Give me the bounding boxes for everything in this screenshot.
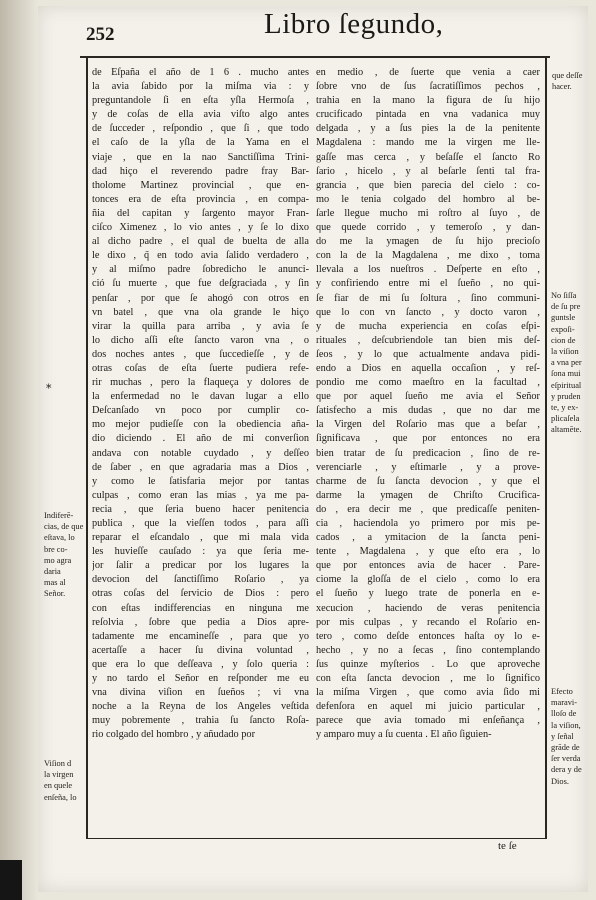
text-line: de ſucceder , reſpondio , que ſi , que todo bbox=[92, 123, 309, 135]
text-line: mo mejor pudieſſe con la obediencia aña- bbox=[92, 419, 309, 431]
text-line: muy pobremente , trahia ſu ſancto Roſa- bbox=[92, 715, 309, 727]
text-line: reparar el eſcandalo , que mi mala vida bbox=[92, 532, 309, 544]
text-line: grancia , que bien parecia del cielo : co- bbox=[316, 179, 540, 191]
text-line: ſarle llegue mucho mi roſtro al ſuyo , de bbox=[316, 207, 540, 219]
text-line: xecucion , haciendo de veras penitencia bbox=[316, 602, 540, 614]
text-line: Magdalena : mando me la virgen me lle- bbox=[316, 137, 540, 149]
text-line: otras coſas del ſervicio de Dios : pero bbox=[92, 588, 309, 600]
right-margin-rule bbox=[545, 57, 547, 839]
text-line: parece que avia tomado mi enſeñança , bbox=[316, 715, 540, 727]
text-line: devocion del ſanctiſſimo Roſario , ya bbox=[92, 574, 309, 586]
text-line: y confiriendo entre mi el ſueño , no qui- bbox=[316, 278, 540, 290]
text-line: otras coſas de eſta ſuerte pudiera refe- bbox=[92, 362, 309, 374]
text-line: ñia del capitan y ſargento mayor Fran- bbox=[92, 207, 309, 219]
text-line: defenſora en aquel mi juicio particular , bbox=[316, 701, 540, 713]
text-line: darme la ymagen de Chriſto Crucifica- bbox=[316, 489, 540, 501]
text-line: les huvieſſe cauſado : ya que ſeria me- bbox=[92, 546, 309, 558]
text-line: la avia ſabido por la miſma via : y bbox=[92, 81, 309, 93]
text-line: ſario , hicelo , y al beſarle ſenti tal fra- bbox=[316, 165, 540, 177]
text-line: endo a Dios en aquella occaſion , y reſ- bbox=[316, 362, 540, 374]
text-line: cados , a ymitacion de la ſancta peni- bbox=[316, 532, 540, 544]
text-line: el ſueño y luego trate de ponerla en e- bbox=[316, 588, 540, 600]
text-line: llevala a los nueſtros . Deſperte en eſto , bbox=[316, 264, 540, 276]
text-line: ſatisfecho a mis dudas , que no dar me bbox=[316, 405, 540, 417]
text-line: dio diciendo . El año de mi converſion bbox=[92, 433, 309, 445]
text-line: que por aquel ſueño me avia el Señor bbox=[316, 391, 540, 403]
text-line: jor ſalir a predicar por los lugares la bbox=[92, 560, 309, 572]
text-line: tero , como deſde entonces haſta oy lo e- bbox=[316, 630, 540, 642]
text-line: de ſaber , en que agradaria mas a Dios , bbox=[92, 461, 309, 473]
text-line: ſeos , y lo que actualmente andava pidi- bbox=[316, 348, 540, 360]
text-line: que por entonces avia de hacer . Pare- bbox=[316, 560, 540, 572]
text-line: rio colgado del hombro , y añudado por bbox=[92, 729, 255, 741]
text-line: que era lo que deſſeava , y ſolo queria : bbox=[92, 658, 309, 670]
margin-asterisk: * bbox=[46, 382, 52, 395]
text-line: que quede corrido , y temeroſo , y dan- bbox=[316, 222, 540, 234]
text-line: verenciarle , y eſtimarle , y a prove- bbox=[316, 461, 540, 473]
text-line: reſolvia , ſobre que pedia a Dios apre- bbox=[92, 616, 309, 628]
text-line: hecho , y no a ſecas , ſino contemplando bbox=[316, 644, 540, 656]
text-line: virar la quilla para arriba , y avia ſe bbox=[92, 320, 309, 332]
text-line: vna divina viſion en ſueños ; vi vna bbox=[92, 687, 309, 699]
text-line: recia , que ſeria bueno hacer penitencia bbox=[92, 503, 309, 515]
scan-edge bbox=[0, 860, 22, 900]
text-line: gaſſe mas cerca , y beſaſſe el ſancto Ro bbox=[316, 151, 540, 163]
catchword: te ſe bbox=[498, 840, 517, 852]
text-line: al dicho padre , el qual de buelta de alla bbox=[92, 236, 309, 248]
text-line: tonces era de eſta provincia , en compa- bbox=[92, 193, 309, 205]
text-line: que lo con vn ſancto , y docto varon , bbox=[316, 306, 540, 318]
text-line: dos noches antes , que ſuccedieſſe , y de bbox=[92, 348, 309, 360]
left-text-column bbox=[92, 66, 309, 743]
margin-note-right-bottom: Efecto maravi- lloſo de la viſion, y ſeñal grāde de ſer verda dera y de Dios. bbox=[551, 687, 582, 786]
text-line: tente , Magdalena , y que eſto era , lo bbox=[316, 546, 540, 558]
header-rule bbox=[80, 56, 550, 58]
text-line: en medio , de ſuerte que venia a caer bbox=[316, 67, 540, 78]
text-line: con eſta ſancta devocion , me lo ſignifico bbox=[316, 673, 540, 685]
text-line: ſignificava , que por entonces no era bbox=[316, 433, 540, 445]
text-line: vn batel , que vna ola grande le hiço bbox=[92, 306, 309, 318]
text-line: ſobre vno de ſus ſacratiſſimos pechos , bbox=[316, 81, 540, 93]
binding-gutter bbox=[0, 0, 38, 900]
left-margin-rule bbox=[86, 57, 88, 839]
text-line: acertaſſe a hacer ſu divina voluntad , bbox=[92, 644, 309, 656]
text-line: con eſtas indifferencias en ninguna me bbox=[92, 602, 309, 614]
text-line: la Virgen del Roſario mas que a beſar , bbox=[316, 419, 540, 431]
page-number: 252 bbox=[86, 24, 115, 45]
text-line: el caſo de la yſla de la Yama en el bbox=[92, 137, 309, 149]
text-line: y amparo muy a ſu cuenta . El año ſiguien- bbox=[316, 729, 492, 741]
text-line: bien tratar de ſu predicacion , ſino de re- bbox=[316, 447, 540, 459]
text-line: rituales , deſcubriendole tan bien mis deſ- bbox=[316, 334, 540, 346]
text-line: cia , haciendola yo primero por mis pe- bbox=[316, 518, 540, 529]
text-line: pondio me como maeſtro en la facultad , bbox=[316, 377, 540, 389]
text-line: preguntandole ſi en eſta yſla Hermoſa , bbox=[92, 95, 309, 107]
running-title: Libro ſegundo, bbox=[264, 8, 444, 40]
text-line: ciome la gloſſa de el cielo , como lo era bbox=[316, 574, 540, 586]
text-line: penſar , por que ſe ahogó con otros en bbox=[92, 292, 309, 304]
text-line: tholome Martinez provincial , que en- bbox=[92, 179, 309, 191]
text-line: ciſco Ximenez , lo vio antes , y ſe lo dixo bbox=[92, 222, 309, 234]
text-line: do me la ymagen de ſu hijo precioſo bbox=[316, 236, 540, 248]
text-line: y al miſmo padre ſobredicho le anunci- bbox=[92, 264, 309, 276]
text-line: la enfermedad no le davan lugar a ello bbox=[92, 391, 309, 403]
text-line: andava con notable cuydado , y deſſeo bbox=[92, 447, 309, 459]
margin-note-right-top: que deſſe hacer. bbox=[552, 71, 583, 92]
text-line: ſus quinze myſterios . Lo que aproveche bbox=[316, 658, 540, 670]
text-line: lo dicho aſſi eſte ſancto varon vna , o bbox=[92, 334, 309, 346]
text-line: ció ſu muerte , que fue deſgraciada , y ſin bbox=[92, 278, 309, 290]
footer-rule bbox=[86, 838, 546, 839]
text-line: y de mucha experiencia en coſas eſpi- bbox=[316, 320, 540, 332]
text-line: le dixo , q̃ en todo avia ſalido verdadero , bbox=[92, 250, 309, 262]
text-line: tadamente me encamineſſe , para que yo bbox=[92, 630, 309, 642]
margin-note-left-bottom: Viſion d la virgen en quele enſeña, lo bbox=[44, 759, 77, 802]
text-line: la miſma Virgen , que como avia ſido mi bbox=[316, 687, 540, 699]
text-line: de Eſpaña el año de 1 6 . mucho antes bbox=[92, 67, 309, 78]
text-line: mo le tenia colgado del hombro al be- bbox=[316, 193, 540, 205]
text-line: y como le ſatisfaria mejor por tantas bbox=[92, 475, 309, 487]
text-line: rir muchas , pero la flaqueça y dolores de bbox=[92, 377, 309, 389]
text-line: y no tardo el Señor en reſponder me eu bbox=[92, 673, 309, 685]
text-line: dad hiço el reverendo padre fray Bar- bbox=[92, 165, 309, 177]
text-line: crucificado pintada en vna vadanica muy bbox=[316, 109, 540, 121]
text-line: charme de ſu ſancta devocion , y que el bbox=[316, 475, 540, 487]
margin-note-left-middle: Indiferē- cias, de que eſtava, lo bre co- mo agra daria mas al Señor. bbox=[44, 511, 84, 599]
text-line: con la de la Magdalena , me dixo , toma bbox=[316, 250, 540, 262]
text-line: y de coſas de ella avia viſto algo antes bbox=[92, 109, 309, 121]
text-line: do , era decir me , que predicaſſe peniten- bbox=[316, 503, 540, 515]
margin-note-right-middle: No ſiſſa de ſu pre guntsle expoſi- cion de la viſion a vna per ſona mui eſpiritual y pruden te, y ex- plicaſela altamēte. bbox=[551, 291, 582, 435]
text-line: publica , que la vieſſen todos , para aſſi bbox=[92, 518, 309, 529]
text-line: por mis culpas , y recando el Roſario en- bbox=[316, 616, 540, 628]
text-line: culpas , como eran las mias , ya me pa- bbox=[92, 489, 309, 501]
text-line: ſe fiar de mi ſu ſoltura , ſino communi- bbox=[316, 292, 540, 304]
text-line: delgada , y a ſus pies la de la penitente bbox=[316, 123, 540, 135]
text-line: viaje , que en la nao Sanctiſſima Trini- bbox=[92, 151, 309, 163]
text-line: trahia en la mano la figura de ſu hijo bbox=[316, 95, 540, 107]
right-text-column bbox=[316, 66, 540, 743]
text-line: noche a la Reyna de los Angeles veſtida bbox=[92, 701, 309, 713]
text-line: Deſcanſado vn poco por cumplir co- bbox=[92, 405, 309, 417]
